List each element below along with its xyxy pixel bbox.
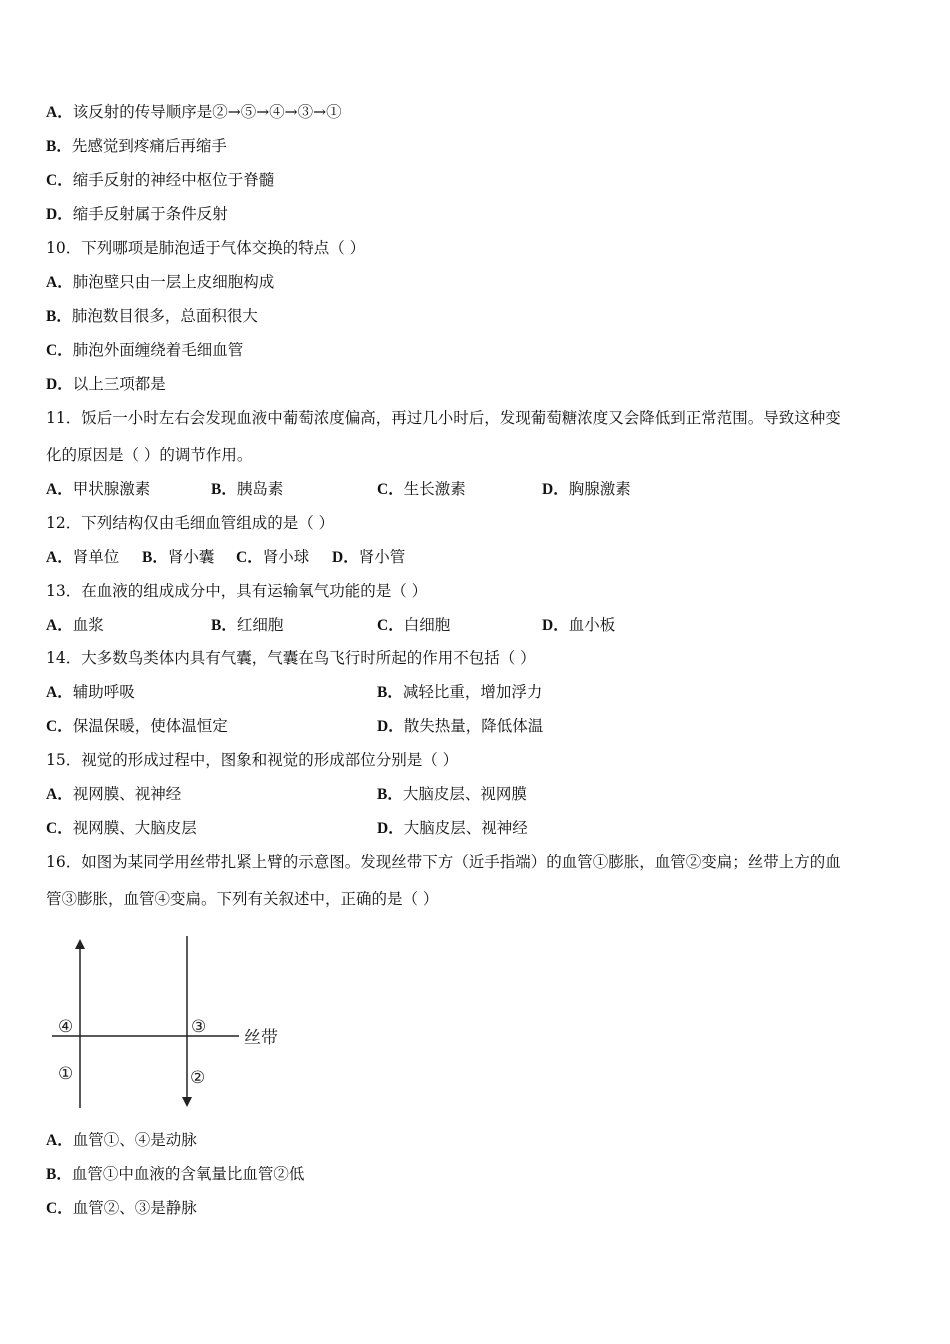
ribbon-label: 丝带 <box>244 1028 278 1048</box>
q12-stem: 12．下列结构仅由毛细血管组成的是（ ） <box>46 514 335 532</box>
q13-options <box>46 615 896 635</box>
vessel-1-label: ① <box>58 1064 74 1084</box>
q11-stem-line1: 11．饭后一小时左右会发现血液中葡萄浓度偏高，再过几小时后，发现葡萄糖浓度又会降低到正常范围。导致这种变 <box>46 409 841 427</box>
q9-option-c: C．缩手反射的神经中枢位于脊髓 <box>46 171 275 189</box>
q14-stem: 14．大多数鸟类体内具有气囊，气囊在鸟飞行时所起的作用不包括（ ） <box>46 649 536 667</box>
q15-stem: 15．视觉的形成过程中，图象和视觉的形成部位分别是（ ） <box>46 751 459 769</box>
q13-option-c: C．白细胞 <box>377 616 451 634</box>
vessel-4-label: ④ <box>58 1017 74 1037</box>
q13-option-a: A．血浆 <box>46 616 104 634</box>
q16-option-b: B．血管①中血液的含氧量比血管②低 <box>46 1165 305 1183</box>
q15-options-row1 <box>46 784 896 804</box>
q16-option-a: A．血管①、④是动脉 <box>46 1131 197 1149</box>
q13-option-d: D．血小板 <box>542 616 616 634</box>
q11-option-b: B．胰岛素 <box>211 480 284 498</box>
q12-option-a: A．肾单位 <box>46 548 120 566</box>
q11-options <box>46 479 896 499</box>
q14-options-row2 <box>46 716 896 736</box>
q9-option-a: A．该反射的传导顺序是②→⑤→④→③→① <box>46 103 342 121</box>
q14-option-b: B．减轻比重，增加浮力 <box>377 683 543 701</box>
q10-option-b: B．肺泡数目很多，总面积很大 <box>46 307 258 325</box>
q13-option-b: B．红细胞 <box>211 616 284 634</box>
q10-stem: 10．下列哪项是肺泡适于气体交换的特点（ ） <box>46 239 366 257</box>
q14-option-a: A．辅助呼吸 <box>46 683 135 701</box>
q10-option-d: D．以上三项都是 <box>46 375 166 393</box>
q14-option-c: C．保温保暖，使体温恒定 <box>46 717 228 735</box>
q15-option-b: B．大脑皮层、视网膜 <box>377 785 527 803</box>
q12-option-c: C．肾小球 <box>236 548 310 566</box>
q16-stem-line1: 16．如图为某同学用丝带扎紧上臂的示意图。发现丝带下方（近手指端）的血管①膨胀，血管②变扁；丝带上方的血 <box>46 853 841 871</box>
vessel-3-label: ③ <box>191 1017 207 1037</box>
arm-ribbon-diagram <box>44 930 294 1114</box>
q9-option-b: B．先感觉到疼痛后再缩手 <box>46 137 227 155</box>
q11-option-c: C．生长激素 <box>377 480 466 498</box>
q11-option-a: A．甲状腺激素 <box>46 480 151 498</box>
q9-option-d: D．缩手反射属于条件反射 <box>46 205 228 223</box>
q12-option-d: D．肾小管 <box>332 548 406 566</box>
q10-option-c: C．肺泡外面缠绕着毛细血管 <box>46 341 244 359</box>
q11-option-d: D．胸腺激素 <box>542 480 631 498</box>
q16-stem-line2: 管③膨胀，血管④变扁。下列有关叙述中，正确的是（ ） <box>46 890 439 908</box>
q13-stem: 13．在血液的组成成分中，具有运输氧气功能的是（ ） <box>46 582 428 600</box>
q15-option-d: D．大脑皮层、视神经 <box>377 819 528 837</box>
q14-option-d: D．散失热量，降低体温 <box>377 717 544 735</box>
q12-option-b: B．肾小囊 <box>142 548 215 566</box>
q15-options-row2 <box>46 818 896 838</box>
q16-option-c: C．血管②、③是静脉 <box>46 1199 197 1217</box>
q11-stem-line2: 化的原因是（ ）的调节作用。 <box>46 446 253 464</box>
q12-options <box>46 547 896 567</box>
vessel-2-label: ② <box>190 1068 206 1088</box>
q15-option-a: A．视网膜、视神经 <box>46 785 182 803</box>
q14-options-row1 <box>46 682 896 702</box>
q15-option-c: C．视网膜、大脑皮层 <box>46 819 197 837</box>
q10-option-a: A．肺泡壁只由一层上皮细胞构成 <box>46 273 275 291</box>
